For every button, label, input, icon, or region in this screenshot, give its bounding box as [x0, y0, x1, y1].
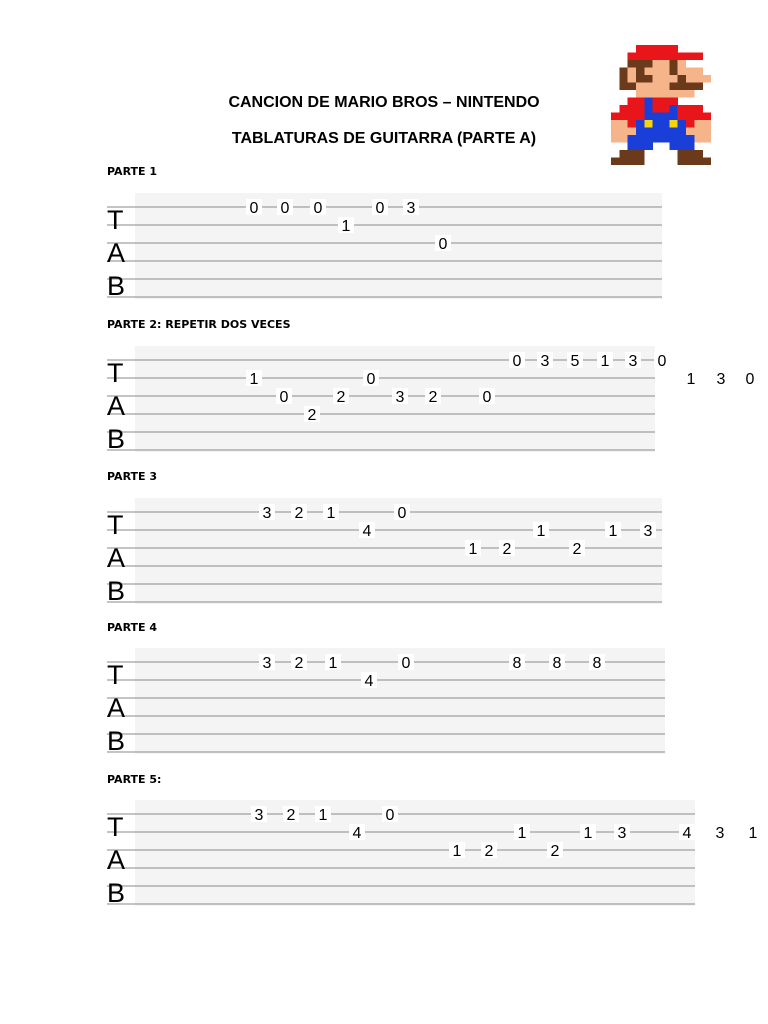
- staff-background: [135, 193, 662, 299]
- fret-number: 0: [385, 807, 395, 824]
- tab-letter: T: [107, 660, 124, 690]
- sprite-pixel: [653, 90, 662, 98]
- sprite-pixel: [686, 158, 695, 166]
- fret-number: 1: [608, 523, 618, 540]
- sprite-pixel: [669, 90, 678, 98]
- sprite-pixel: [694, 128, 703, 136]
- sprite-pixel: [703, 75, 711, 83]
- sprite-pixel: [619, 75, 628, 83]
- fret-number: 3: [617, 825, 627, 842]
- sprite-pixel: [619, 135, 628, 143]
- sprite-pixel: [644, 143, 653, 151]
- sprite-pixel: [669, 45, 678, 53]
- sprite-pixel: [653, 53, 662, 61]
- sprite-pixel: [628, 128, 637, 136]
- sprite-pixel: [661, 83, 670, 91]
- sprite-pixel: [619, 83, 628, 91]
- sprite-pixel: [628, 143, 637, 151]
- fret-number: 1: [341, 218, 351, 235]
- sprite-pixel: [644, 90, 653, 98]
- fret-number: 3: [262, 505, 272, 522]
- sprite-pixel: [628, 53, 637, 61]
- fret-number: 1: [748, 825, 758, 842]
- sprite-pixel: [636, 68, 645, 76]
- fret-number: 2: [286, 807, 296, 824]
- fret-number: 2: [550, 843, 560, 860]
- sprite-pixel: [653, 75, 662, 83]
- sprite-pixel: [703, 128, 711, 136]
- fret-number: 2: [336, 389, 346, 406]
- sprite-pixel: [653, 68, 662, 76]
- fret-number: 0: [397, 505, 407, 522]
- sprite-pixel: [619, 120, 628, 128]
- tab-letter: A: [107, 693, 126, 723]
- sprite-pixel: [678, 90, 687, 98]
- sprite-pixel: [628, 113, 637, 121]
- sprite-pixel: [653, 60, 662, 68]
- sprite-pixel: [636, 53, 645, 61]
- sprite-pixel: [611, 135, 620, 143]
- sprite-pixel: [611, 113, 620, 121]
- sprite-pixel: [661, 135, 670, 143]
- sprite-pixel: [678, 143, 687, 151]
- sprite-pixel: [644, 105, 653, 113]
- sprite-pixel: [636, 150, 645, 158]
- sprite-pixel: [678, 128, 687, 136]
- sprite-pixel: [653, 128, 662, 136]
- sprite-pixel: [678, 60, 687, 68]
- fret-number: 3: [628, 353, 638, 370]
- sprite-pixel: [686, 150, 695, 158]
- fret-number: 3: [540, 353, 550, 370]
- sprite-pixel: [694, 68, 703, 76]
- fret-number: 2: [294, 505, 304, 522]
- fret-number: 2: [294, 655, 304, 672]
- sprite-pixel: [619, 150, 628, 158]
- sprite-pixel: [669, 98, 678, 106]
- sprite-pixel: [628, 68, 637, 76]
- fret-number: 4: [352, 825, 362, 842]
- sprite-pixel: [686, 105, 695, 113]
- fret-number: 1: [318, 807, 328, 824]
- sprite-pixel: [653, 135, 662, 143]
- fret-number: 8: [512, 655, 522, 672]
- fret-number: 4: [682, 825, 692, 842]
- sprite-pixel: [678, 83, 687, 91]
- fret-number: 1: [468, 541, 478, 558]
- sprite-pixel: [694, 120, 703, 128]
- sprite-pixel: [628, 60, 637, 68]
- sprite-pixel: [653, 98, 662, 106]
- sprite-pixel: [628, 105, 637, 113]
- sprite-pixel: [669, 105, 678, 113]
- sprite-pixel: [686, 90, 695, 98]
- section-label-2: PARTE 2: REPETIR DOS VECES: [107, 318, 291, 331]
- sprite-pixel: [686, 83, 695, 91]
- fret-number: 2: [307, 407, 317, 424]
- sprite-pixel: [686, 143, 695, 151]
- sprite-pixel: [636, 98, 645, 106]
- fret-number: 4: [362, 523, 372, 540]
- fret-number: 0: [249, 200, 259, 217]
- sprite-pixel: [628, 75, 637, 83]
- sprite-pixel: [694, 83, 703, 91]
- fret-number: 1: [600, 353, 610, 370]
- sprite-pixel: [678, 75, 687, 83]
- sprite-pixel: [628, 150, 637, 158]
- sprite-pixel: [686, 68, 695, 76]
- sprite-pixel: [636, 105, 645, 113]
- sprite-pixel: [628, 120, 637, 128]
- sprite-pixel: [661, 45, 670, 53]
- section-label-5: PARTE 5:: [107, 773, 162, 786]
- sprite-pixel: [628, 83, 637, 91]
- fret-number: 0: [512, 353, 522, 370]
- sprite-pixel: [644, 120, 653, 128]
- fret-number: 0: [366, 371, 376, 388]
- fret-number: 1: [249, 371, 259, 388]
- sprite-pixel: [611, 158, 620, 166]
- sprite-pixel: [661, 98, 670, 106]
- fret-number: 3: [262, 655, 272, 672]
- fret-number: 1: [328, 655, 338, 672]
- sprite-pixel: [661, 90, 670, 98]
- fret-number: 3: [254, 807, 264, 824]
- sprite-pixel: [661, 120, 670, 128]
- fret-number: 2: [572, 541, 582, 558]
- fret-number: 1: [686, 371, 696, 388]
- sprite-pixel: [686, 75, 695, 83]
- fret-number: 1: [583, 825, 593, 842]
- sprite-pixel: [669, 60, 678, 68]
- tab-staff-5: [107, 800, 758, 908]
- sprite-pixel: [703, 158, 711, 166]
- sprite-pixel: [628, 135, 637, 143]
- sprite-pixel: [703, 135, 711, 143]
- sprite-pixel: [661, 105, 670, 113]
- sprite-pixel: [619, 68, 628, 76]
- tab-letter: B: [107, 726, 126, 756]
- sprite-pixel: [636, 128, 645, 136]
- fret-number: 8: [552, 655, 562, 672]
- tab-letter: B: [107, 271, 126, 301]
- tab-letter: A: [107, 238, 126, 268]
- sprite-pixel: [644, 68, 653, 76]
- sprite-pixel: [678, 113, 687, 121]
- title-line-2: TABLATURAS DE GUITARRA (PARTE A): [231, 130, 537, 147]
- fret-number: 5: [570, 353, 580, 370]
- fret-number: 0: [375, 200, 385, 217]
- fret-number: 0: [280, 200, 290, 217]
- tab-staff-3: [107, 498, 662, 604]
- fret-number: 3: [716, 371, 726, 388]
- mario-sprite-image: [611, 45, 711, 165]
- sprite-pixel: [686, 128, 695, 136]
- sprite-pixel: [644, 75, 653, 83]
- tab-letter: A: [107, 391, 126, 421]
- fret-number: 2: [428, 389, 438, 406]
- sprite-pixel: [694, 75, 703, 83]
- sprite-pixel: [644, 60, 653, 68]
- staff-background: [135, 800, 695, 906]
- tab-letter: A: [107, 543, 126, 573]
- sprite-pixel: [703, 120, 711, 128]
- sprite-pixel: [661, 53, 670, 61]
- sprite-pixel: [636, 158, 645, 166]
- sprite-pixel: [611, 120, 620, 128]
- sprite-pixel: [686, 120, 695, 128]
- sprite-pixel: [619, 113, 628, 121]
- sprite-pixel: [636, 90, 645, 98]
- sprite-pixel: [661, 68, 670, 76]
- tab-letter: B: [107, 424, 126, 454]
- sprite-pixel: [636, 143, 645, 151]
- sprite-pixel: [678, 120, 687, 128]
- fret-number: 1: [536, 523, 546, 540]
- sprite-pixel: [669, 128, 678, 136]
- fret-number: 1: [326, 505, 336, 522]
- tab-letter: T: [107, 510, 124, 540]
- sprite-pixel: [694, 150, 703, 158]
- sprite-pixel: [644, 53, 653, 61]
- tab-letter: B: [107, 576, 126, 606]
- sprite-pixel: [653, 113, 662, 121]
- fret-number: 3: [406, 200, 416, 217]
- sprite-pixel: [653, 120, 662, 128]
- fret-number: 0: [279, 389, 289, 406]
- tab-letter: T: [107, 812, 124, 842]
- sprite-pixel: [669, 135, 678, 143]
- tab-letter: T: [107, 205, 124, 235]
- sprite-pixel: [644, 98, 653, 106]
- sprite-pixel: [703, 113, 711, 121]
- sprite-pixel: [669, 68, 678, 76]
- sprite-pixel: [636, 120, 645, 128]
- sprite-pixel: [678, 53, 687, 61]
- sprite-pixel: [694, 105, 703, 113]
- fret-number: 4: [364, 673, 374, 690]
- tab-staff-4: [107, 648, 665, 754]
- sprite-pixel: [694, 158, 703, 166]
- fret-number: 0: [313, 200, 323, 217]
- sprite-pixel: [694, 53, 703, 61]
- sprite-pixel: [636, 113, 645, 121]
- sprite-pixel: [636, 75, 645, 83]
- sprite-pixel: [619, 158, 628, 166]
- section-label-4: PARTE 4: [107, 621, 158, 634]
- sprite-pixel: [611, 128, 620, 136]
- tab-letter: B: [107, 878, 126, 908]
- sprite-pixel: [636, 135, 645, 143]
- sprite-pixel: [694, 113, 703, 121]
- tab-letter: T: [107, 358, 124, 388]
- fret-number: 0: [401, 655, 411, 672]
- sprite-pixel: [653, 45, 662, 53]
- sprite-pixel: [644, 45, 653, 53]
- sprite-pixel: [669, 75, 678, 83]
- sprite-pixel: [669, 143, 678, 151]
- fret-number: 1: [452, 843, 462, 860]
- sprite-pixel: [678, 158, 687, 166]
- sprite-pixel: [669, 53, 678, 61]
- sprite-pixel: [669, 83, 678, 91]
- sprite-pixel: [644, 128, 653, 136]
- sprite-pixel: [653, 83, 662, 91]
- sprite-pixel: [686, 135, 695, 143]
- fret-number: 3: [643, 523, 653, 540]
- tab-staff-2: [107, 346, 755, 454]
- sprite-pixel: [661, 128, 670, 136]
- sprite-pixel: [669, 120, 678, 128]
- fret-number: 2: [484, 843, 494, 860]
- sprite-pixel: [628, 98, 637, 106]
- fret-number: 0: [482, 389, 492, 406]
- sprite-pixel: [628, 158, 637, 166]
- sprite-pixel: [678, 135, 687, 143]
- sprite-pixel: [678, 150, 687, 158]
- sprite-pixel: [644, 135, 653, 143]
- sprite-pixel: [636, 83, 645, 91]
- sprite-pixel: [678, 105, 687, 113]
- sprite-pixel: [619, 105, 628, 113]
- fret-number: 1: [517, 825, 527, 842]
- section-label-3: PARTE 3: [107, 470, 158, 483]
- sprite-pixel: [619, 128, 628, 136]
- fret-number: 8: [592, 655, 602, 672]
- sprite-pixel: [694, 135, 703, 143]
- fret-number: 0: [438, 236, 448, 253]
- section-label-1: PARTE 1: [107, 165, 158, 178]
- sprite-pixel: [686, 53, 695, 61]
- sprite-pixel: [678, 68, 687, 76]
- fret-number: 2: [502, 541, 512, 558]
- title-line-1: CANCION DE MARIO BROS – NINTENDO: [228, 94, 540, 111]
- sprite-pixel: [644, 113, 653, 121]
- sprite-pixel: [653, 105, 662, 113]
- sprite-pixel: [661, 113, 670, 121]
- sprite-pixel: [661, 60, 670, 68]
- fret-number: 0: [745, 371, 755, 388]
- sprite-pixel: [669, 113, 678, 121]
- tab-staff-1: [107, 193, 662, 299]
- tab-letter: A: [107, 845, 126, 875]
- sprite-pixel: [636, 60, 645, 68]
- fret-number: 3: [715, 825, 725, 842]
- sprite-pixel: [661, 75, 670, 83]
- sprite-pixel: [644, 83, 653, 91]
- fret-number: 0: [657, 353, 667, 370]
- sprite-pixel: [636, 45, 645, 53]
- fret-number: 3: [395, 389, 405, 406]
- sprite-pixel: [686, 113, 695, 121]
